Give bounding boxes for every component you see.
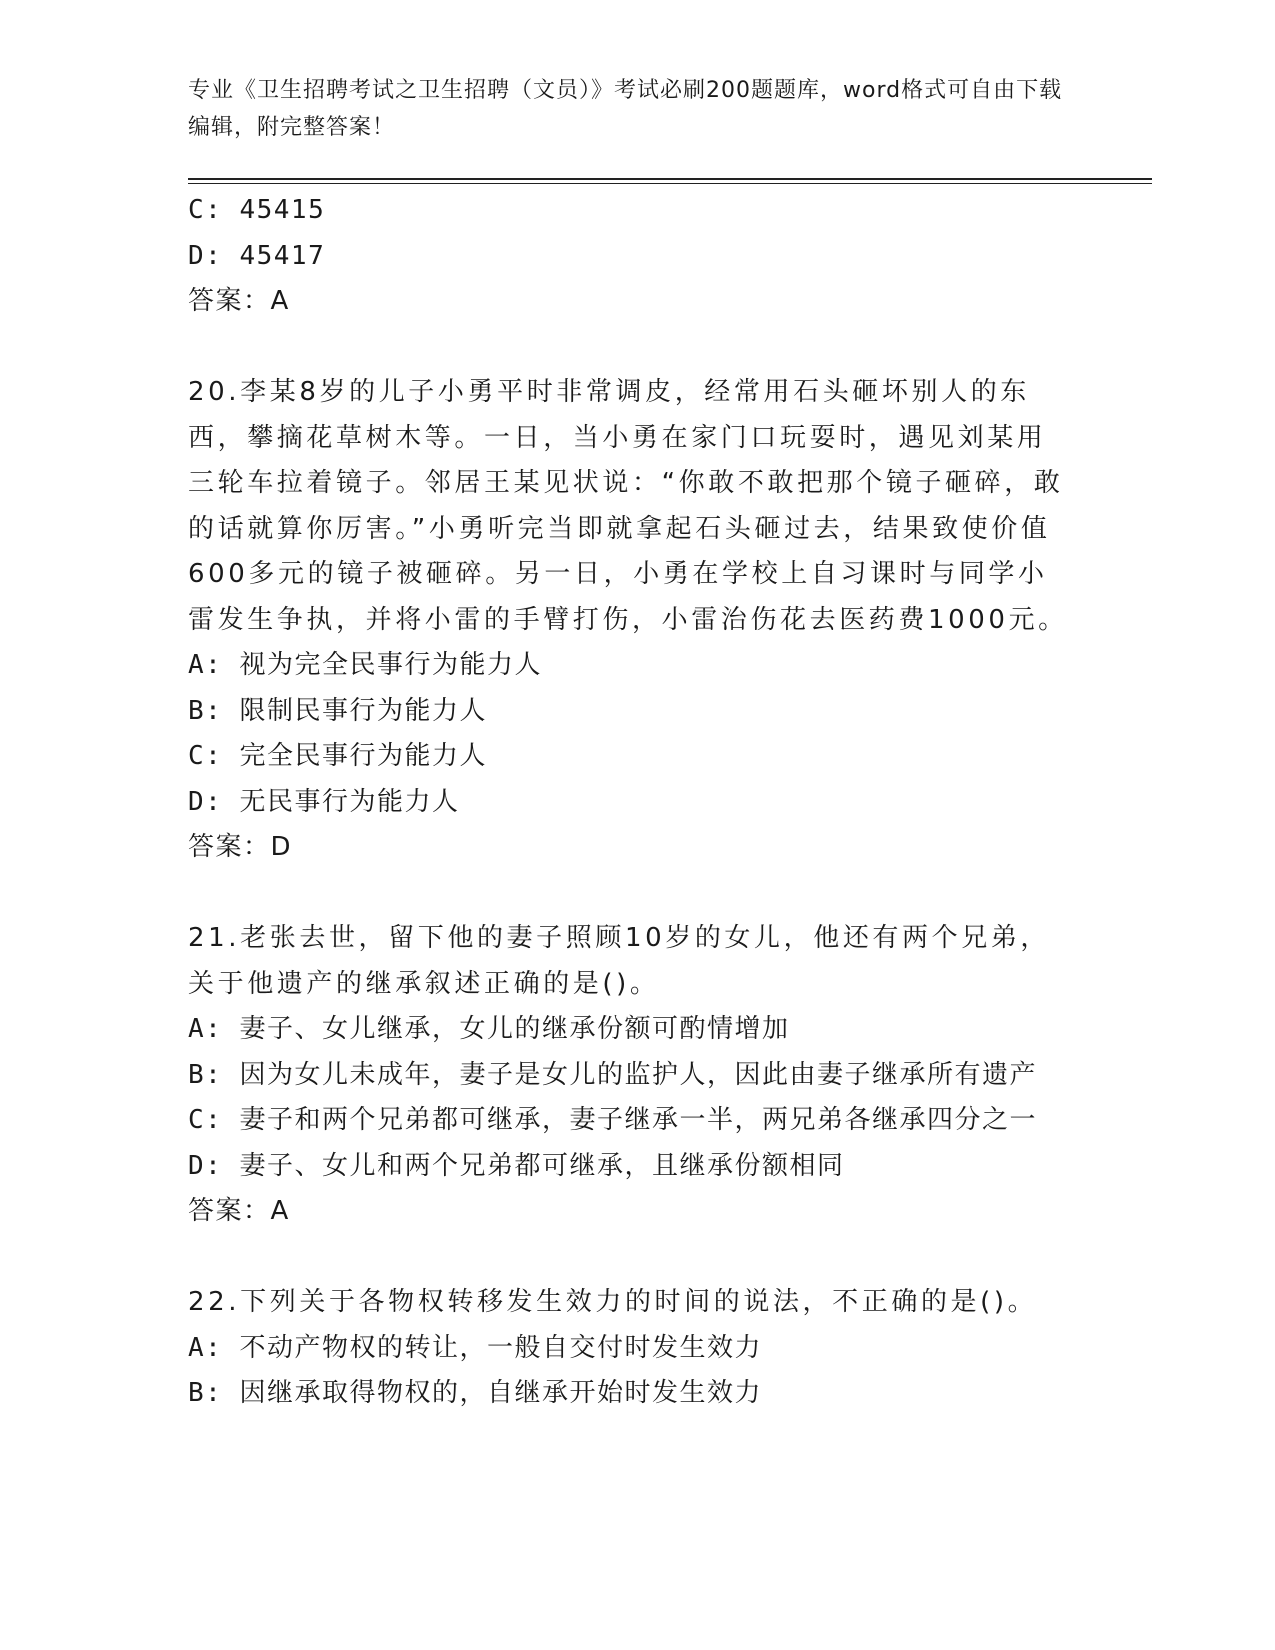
header-rule-thick (188, 178, 1152, 180)
question-stem: 21.老张去世，留下他的妻子照顾10岁的女儿，他还有两个兄弟，关于他遗产的继承叙述正确的是()。 (188, 923, 1051, 999)
header-rule-thin (188, 183, 1152, 184)
question-20 (188, 370, 1088, 871)
option-d: D: 无民事行为能力人 (188, 786, 460, 817)
option-a: A: 妻子、女儿继承，女儿的继承份额可酌情增加 (188, 1014, 790, 1044)
answer-line: 答案：A (188, 286, 290, 316)
document-header: 专业《卫生招聘考试之卫生招聘（文员）》考试必刷200题题库，word格式可自由下载编辑，附完整答案！ (188, 78, 1063, 140)
question-stem: 22.下列关于各物权转移发生效力的时间的说法，不正确的是()。 (188, 1287, 1038, 1317)
answer-line: 答案：A (188, 1196, 290, 1226)
option-a: A: 不动产物权的转让，一般自交付时发生效力 (188, 1332, 762, 1363)
option-b: B: 因为女儿未成年，妻子是女儿的监护人，因此由妻子继承所有遗产 (188, 1059, 1037, 1090)
spacer (188, 325, 1088, 371)
answer-line: 答案：D (188, 832, 293, 862)
question-22 (188, 1280, 1088, 1417)
option-b: B: 限制民事行为能力人 (188, 695, 487, 726)
option-c: C: 妻子和两个兄弟都可继承，妻子继承一半，两兄弟各继承四分之一 (188, 1105, 1037, 1135)
option-d: D: 妻子、女儿和两个兄弟都可继承，且继承份额相同 (188, 1150, 845, 1181)
option-d: D: 45417 (188, 240, 326, 271)
spacer (188, 871, 1088, 917)
option-a: A: 视为完全民事行为能力人 (188, 650, 542, 680)
question-list (188, 188, 1088, 1417)
option-c: C: 45415 (188, 195, 326, 225)
question-21 (188, 916, 1088, 1235)
spacer (188, 1235, 1088, 1281)
option-b: B: 因继承取得物权的，自继承开始时发生效力 (188, 1378, 762, 1408)
question-stem: 20.李某8岁的儿子小勇平时非常调皮，经常用石头砸坏别人的东西，攀摘花草树木等。一日，当小勇在家门口玩耍时，遇见刘某用三轮车拉着镜子。邻居王某见状说：“你敢不敢把那个镜子砸碎，敢的话就算你厉害。”小勇听完当即就拿起石头砸过去，结果致使价值600多元的镜子被砸碎。另一日，小勇在学校上自习课时与同学小雷发生争执，并将小雷的手臂打伤，小雷治伤花去医药费1000元。 (188, 377, 1068, 635)
option-c: C: 完全民事行为能力人 (188, 741, 487, 771)
